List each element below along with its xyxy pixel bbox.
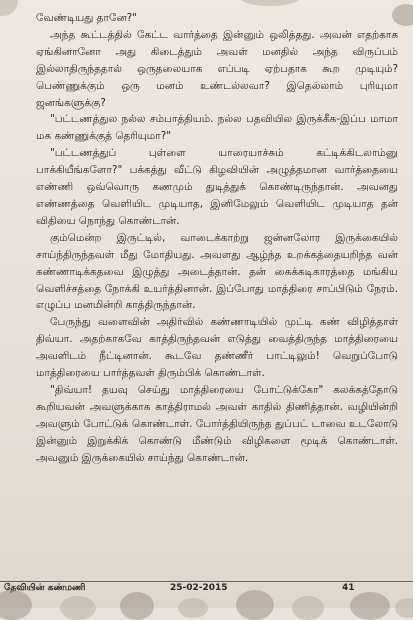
- bottom-smudge-5: [236, 590, 274, 620]
- top-left-smudge: [0, 0, 18, 16]
- paragraph-6: பேருந்து வளைவின் அதிர்வில் கண்ணாடியில் முட்டி கண் விழித்தாள் திவ்யா. அதற்காகவே காத்திருந்தவன் எடுத்து வைத்திருந்த மாத்திரையை அவளிடம் நீட்டினான். கூடவே தண்ணீர் பாட்டிலும்! வெறுப்போடு மாத்திரையை பார்த்தவள் திரும்பிக் கொண்டாள்.: [36, 316, 398, 380]
- bottom-smudge-8: [395, 598, 413, 618]
- bottom-smudge-3: [120, 592, 154, 620]
- bottom-smudge-1: [0, 590, 32, 620]
- bottom-smudge-2: [60, 596, 96, 620]
- paragraph-2: அந்த கூட்டத்தில் கேட்ட வார்த்தை இன்னும் ஒலித்தது. அவன் எதற்காக ஏங்கினானோ அது கிடைத்தும் அவள் மனதில் அந்த விருப்பம் இல்லாதிருந்ததால் ஒருதலையாக எப்படி ஏற்பதாக கூற முடியும்? பெண்ணுக்கும் ஒரு மனம் உண்டல்லவா? இதெல்லாம் புரியுமா ஜனங்களுக்கு?: [36, 28, 398, 109]
- issue-date: 25-02-2015: [170, 583, 228, 593]
- page-number: 41: [342, 583, 355, 593]
- paragraph-4: "பட்டணத்துப் புள்ளை யாரையாச்சும் கட்டிக்கிடலாம்னு பாக்கியீங்களோ?" பக்கத்து வீட்டு கிழவியின் அழுத்தமான வார்த்தையை எண்ணி ஒவ்வொரு கணமும் துடித்துக் கொண்டிருந்தான். அவனது எண்ணத்தை வெளியிட முடியாத, இனிமேலும் வெளியிட முடியாத தன் விதியை நொந்து கொண்டான்.: [36, 147, 398, 227]
- bottom-smudge-7: [350, 592, 390, 620]
- page-footer: [0, 583, 413, 597]
- paragraph-5: கும்மென்ற இருட்டில், வாடைக்காற்று ஜன்னலோர இருக்கையில் சாய்ந்திருந்தவள் மீது மோதியது. அவளது ஆழ்ந்த உறக்கத்தையறிந்த வன் கண்ணாடிக்கதவை இழுத்து அடைத்தான். தன் கைக்கடிகாரத்தை மங்கிய வெளிச்சத்தை நோக்கி உயர்த்தினான். இப்போது மாத்திரை சாப்பிடும் நேரம். எழுப்ப மனமின்றி காத்திருந்தான்.: [36, 231, 398, 312]
- story-text: [36, 10, 398, 466]
- paragraph-1: வேண்டியது தானே?": [36, 12, 137, 24]
- paragraph-7: "திவ்யா! தயவு செய்து மாத்திரையை போட்டுக்கோ" கலக்கத்தோடு கூறியவன் அவளுக்காக காத்திராமல் அவள் காதில் திணித்தான். வழியின்றி அவளும் போட்டுக் கொண்டாள். போர்த்தியிருந்த துப்பட் டாவை உடலோடு இன்னும் இறுக்கிக் கொண்டு மீண்டும் விழிகளை மூடிக் கொண்டாள். அவனும் இருக்கையில் சாய்ந்து கொண்டான்.: [36, 383, 398, 464]
- magazine-name: தேவியின் கண்மணி: [4, 583, 86, 593]
- bottom-smudge-6: [292, 596, 324, 620]
- footer-divider: [0, 581, 413, 582]
- paragraph-3: "பட்டணத்துல நல்ல சம்பாத்தியம். நல்ல பதவியில இருக்கீக-இப்ப மாமா மக கண்ணுக்குத் தெரியுமா?": [36, 113, 398, 143]
- top-edge-smudge: [240, 0, 300, 6]
- bottom-smudge-4: [178, 598, 208, 618]
